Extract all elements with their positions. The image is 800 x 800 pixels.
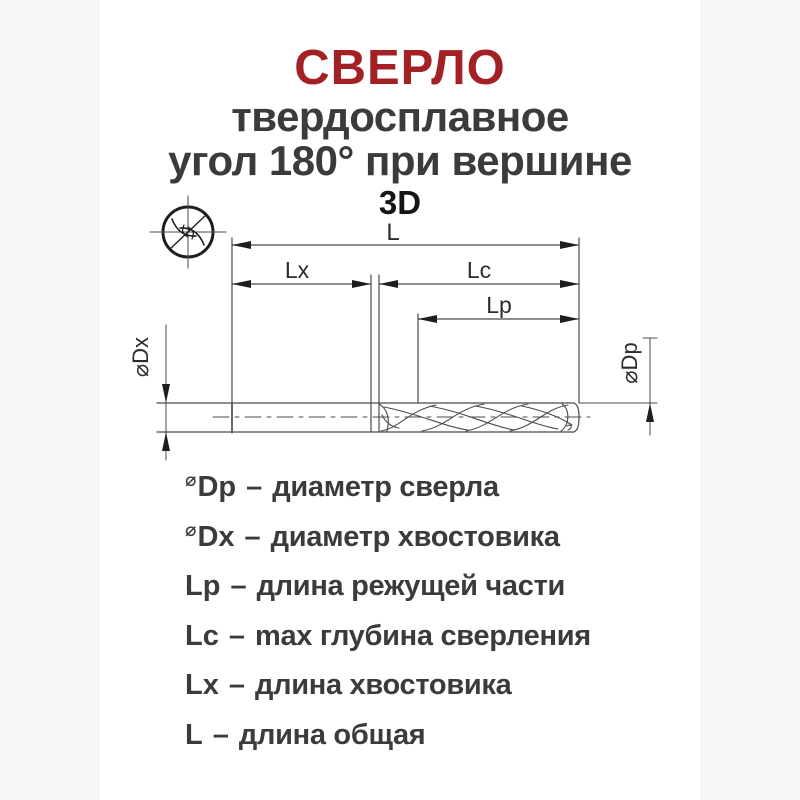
page-title: СВЕРЛО <box>294 41 506 95</box>
dimension-line-Lc <box>379 257 579 288</box>
subtitle-material: твердосплавное <box>231 93 569 140</box>
content-card <box>100 0 700 800</box>
legend-item-lp <box>185 562 685 612</box>
dimension-line-L <box>232 219 579 249</box>
legend-term: Dp <box>197 471 237 504</box>
legend-term: Lp <box>185 570 221 603</box>
view-3d-label: 3D <box>378 184 422 221</box>
legend-item-lc <box>185 612 685 662</box>
legend-description: диаметр хвостовика <box>270 520 560 553</box>
legend-dash: – <box>230 570 247 603</box>
dimension-line-Dx <box>128 325 170 460</box>
legend-term: Lc <box>185 619 219 652</box>
dimension-line-Dp <box>580 338 657 435</box>
legend-term: Lx <box>185 669 219 702</box>
dimension-label-Dx: ⌀Dx <box>128 336 153 378</box>
drill-technical-drawing <box>100 195 700 470</box>
dimension-label-Lx: Lx <box>284 257 310 283</box>
legend-dash: – <box>244 520 261 553</box>
legend-description: диаметр сверла <box>272 471 499 504</box>
dimension-label-Dp: ⌀Dp <box>617 342 642 384</box>
legend-item-lx <box>185 661 685 711</box>
legend <box>185 463 685 760</box>
dimension-line-Lx <box>232 257 371 288</box>
legend-description: длина общая <box>238 718 426 751</box>
diameter-symbol: ⌀ <box>185 519 197 541</box>
drill-end-view-icon <box>150 196 226 268</box>
legend-description: max глубина сверления <box>254 619 591 652</box>
legend-dash: – <box>246 471 263 504</box>
drill-side-view <box>157 403 590 432</box>
legend-term: L <box>185 718 203 751</box>
legend-dash: – <box>212 718 229 751</box>
legend-dash: – <box>228 619 245 652</box>
legend-item-l <box>185 711 685 761</box>
subtitle-angle: угол 180° при вершине <box>168 137 632 184</box>
legend-description: длина хвостовика <box>254 669 512 702</box>
dimension-label-Lc: Lc <box>466 257 492 283</box>
diameter-symbol: ⌀ <box>185 470 197 492</box>
dimension-label-L: L <box>386 219 400 246</box>
legend-description: длина режущей части <box>256 570 565 603</box>
dimension-label-Lp: Lp <box>486 292 512 318</box>
legend-item-dx <box>185 513 685 563</box>
legend-item-dp <box>185 463 685 513</box>
dimension-line-Lp <box>418 292 579 323</box>
legend-term: Dx <box>197 520 235 553</box>
legend-dash: – <box>228 669 245 702</box>
